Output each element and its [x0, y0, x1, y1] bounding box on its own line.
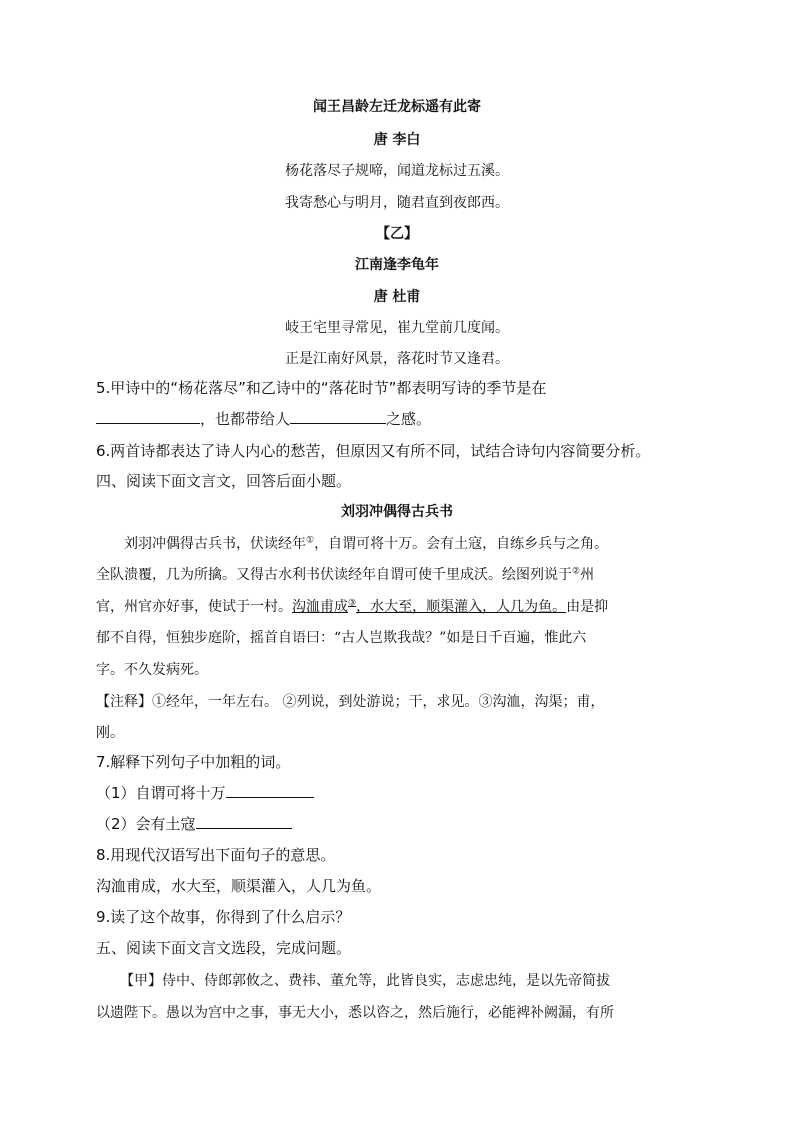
poem-jia-line-1: 杨花落尽子规啼，闻道龙标过五溪。: [285, 163, 509, 179]
answer-blank[interactable]: [226, 783, 314, 798]
classical-text: 全队溃覆，几为所擒。又得古水利书伏读经年自谓可使千里成沃。绘图列说于: [96, 567, 572, 583]
classical-text: 刘羽冲偶得古兵书，伏读经年: [124, 536, 306, 552]
note-marker: ③: [348, 598, 357, 609]
answer-blank[interactable]: [96, 409, 200, 424]
poem-yi-line-2: 正是江南好风景，落花时节又逢君。: [285, 351, 509, 367]
answer-blank[interactable]: [196, 814, 292, 829]
poem-yi-line-1: 岐王宅里寻常见，崔九堂前几度闻。: [285, 320, 509, 336]
annotation-line-2: 刚。: [96, 725, 124, 741]
classical-line-4: 郁不自得，恒独步庭阶，摇首自语曰：“古人岂欺我哉？”如是日千百遍，惟此六: [96, 630, 587, 646]
passage-5-line-2: 以遗陛下。愚以为宫中之事，事无大小，悉以咨之，然后施行，必能裨补阙漏，有所: [96, 1005, 614, 1021]
poem-jia-title: 闻王昌龄左迁龙标遥有此寄: [313, 99, 481, 115]
question-5-line-2: [96, 408, 431, 429]
answer-blank[interactable]: [290, 409, 386, 424]
poem-yi-author: 唐 杜甫: [373, 289, 421, 305]
classical-line-2: [96, 564, 594, 584]
section-4-heading: 四、阅读下面文言文，回答后面小题。: [96, 472, 352, 490]
classical-line-3: [96, 596, 608, 616]
classical-text: 由是抑: [566, 599, 609, 615]
classical-text: 官，州官亦好事，使试于一村。: [96, 599, 292, 615]
classical-text: ，自谓可将十万。会有土寇，自练乡兵与之角。: [314, 536, 609, 552]
question-7-item-2: [96, 813, 292, 834]
classical-title: 刘羽冲偶得古兵书: [341, 504, 453, 520]
underlined-sentence: 沟洫甫成: [292, 599, 348, 615]
question-6: 6.两首诗都表达了诗人内心的愁苦，但原因又有所不同，试结合诗句内容简要分析。: [96, 442, 651, 460]
classical-line-1: [124, 533, 608, 553]
section-5-heading: 五、阅读下面文言文选段，完成问题。: [96, 939, 352, 957]
classical-line-5: 字。不久发病死。: [96, 662, 208, 678]
question-7: 7.解释下列句子中加粗的词。: [96, 753, 291, 771]
poem-jia-author: 唐 李白: [373, 132, 421, 148]
poem-yi-label: 【乙】: [376, 226, 418, 242]
annotation-line-1: 【注释】①经年，一年左右。 ②列说，到处游说；干，求见。③沟洫，沟渠；甫，: [96, 694, 605, 710]
question-8: 8.用现代汉语写出下面句子的意思。: [96, 846, 336, 864]
passage-5-line-1: 【甲】侍中、侍郎郭攸之、费祎、董允等，此皆良实，志虑忠纯，是以先帝简拔: [120, 973, 610, 989]
question-7-sentence: （1）自谓可将十万: [96, 784, 226, 802]
question-7-item-1: [96, 782, 314, 803]
poem-jia-line-2: 我寄愁心与明月，随君直到夜郎西。: [285, 195, 509, 211]
note-marker: ②: [572, 566, 581, 577]
question-9: 9.读了这个故事，你得到了什么启示？: [96, 908, 351, 926]
poem-yi-title: 江南逢李龟年: [355, 257, 439, 273]
classical-text: 州: [580, 567, 595, 583]
question-5-text-c: 之感。: [386, 410, 432, 428]
question-5-line-1: 5.甲诗中的“杨花落尽”和乙诗中的“落花时节”都表明写诗的季节是在: [96, 379, 547, 397]
question-7-sentence: （2）会有土寇: [96, 815, 196, 833]
question-5-text-b: ，也都带给人: [200, 410, 291, 428]
underlined-sentence: ，水大至，顺渠灌入，人几为鱼。: [356, 599, 567, 615]
question-8-sentence: 沟洫甫成，水大至，顺渠灌入，人几为鱼。: [96, 877, 382, 895]
note-marker: ①: [306, 535, 315, 546]
